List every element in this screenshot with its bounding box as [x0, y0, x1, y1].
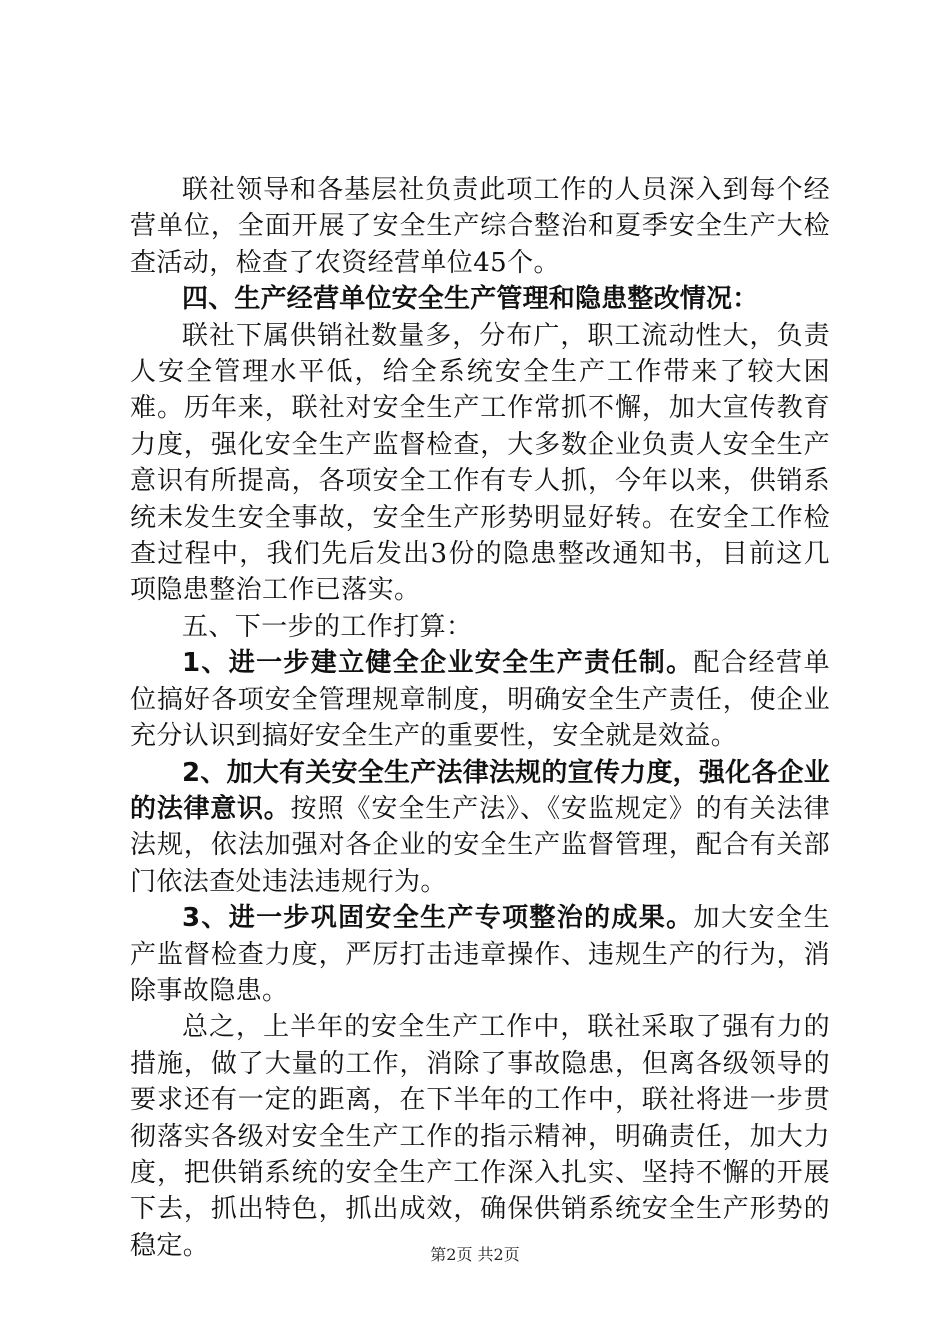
plan-item-1-lead: 1、进一步建立健全企业安全生产责任制。 [182, 648, 694, 679]
plan-item-2 [130, 755, 830, 901]
plan-item-3 [130, 900, 830, 1009]
page-number-footer: 第2页 共2页 [430, 1245, 520, 1264]
plan-item-1 [130, 645, 830, 754]
plan-item-2-lead: 2、加大有关安全生产法律法规的宣传力度，强化各企业的法律意识。 [130, 757, 830, 824]
plan-item-3-text: 加大安全生产监督检查力度，严厉打击违章操作、违规生产的行为，消除事故隐患。 [130, 903, 830, 1006]
paragraph-inspection: 联社领导和各基层社负责此项工作的人员深入到每个经营单位，全面开展了安全生产综合整治和夏季安全生产大检查活动，检查了农资经营单位45个。 [130, 175, 830, 278]
paragraph-management: 联社下属供销社数量多，分布广，职工流动性大，负责人安全管理水平低，给全系统安全生产工作带来了较大困难。历年来，联社对安全生产工作常抓不懈，加大宣传教育力度，强化安全生产监督检查，大多数企业负责人安全生产意识有所提高，各项安全工作有专人抓，今年以来，供销系统未发生安全事故，安全生产形势明显好转。在安全工作检查过程中，我们先后发出3份的隐患整改通知书，目前这几项隐患整治工作已落实。 [130, 320, 830, 606]
document-body [130, 172, 830, 1264]
section-heading-5: 五、下一步的工作打算： [182, 611, 473, 642]
paragraph-summary: 总之，上半年的安全生产工作中，联社采取了强有力的措施，做了大量的工作，消除了事故隐患，但离各级领导的要求还有一定的距离，在下半年的工作中，联社将进一步贯彻落实各级对安全生产工作的指示精神，明确责任，加大力度，把供销系统的安全生产工作深入扎实、坚持不懈的开展下去，抓出特色，抓出成效，确保供销系统安全生产形势的稳定。 [130, 1012, 830, 1261]
plan-item-1-text: 配合经营单位搞好各项安全管理规章制度，明确安全生产责任，使企业充分认识到搞好安全生产的重要性，安全就是效益。 [130, 648, 830, 752]
plan-item-3-lead: 3、进一步巩固安全生产专项整治的成果。 [182, 903, 694, 934]
section-heading-4: 四、生产经营单位安全生产管理和隐患整改情况： [182, 284, 759, 315]
plan-item-2-text: 按照《安全生产法》、《安监规定》的有关法律法规，依法加强对各企业的安全生产监督管理，配合有关部门依法查处违法违规行为。 [130, 793, 831, 897]
